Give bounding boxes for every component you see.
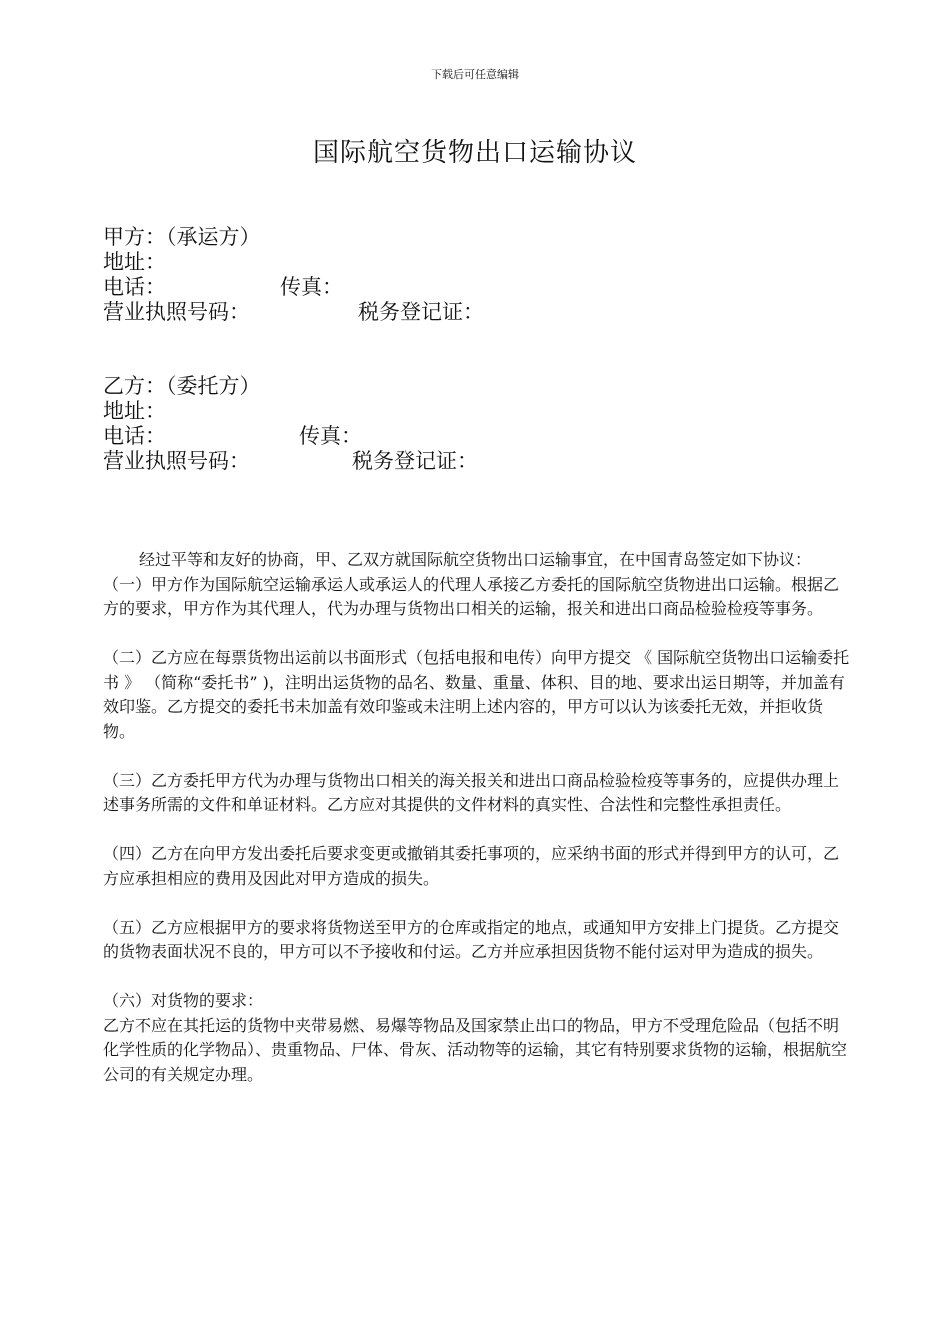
clause-5: （五）乙方应根据甲方的要求将货物送至甲方的仓库或指定的地点，或通知甲方安排上门提货。乙方提交的货物表面状况不良的，甲方可以不予接收和付运。乙方并应承担因货物不能付运对甲为造成的损失。 [103, 917, 840, 961]
agreement-body [103, 548, 851, 1087]
clause-6-text: 乙方不应在其托运的货物中夹带易燃、易爆等物品及国家禁止出口的物品，甲方不受理危险品（包括不明化学性质的化学物品）、贵重物品、尸体、骨灰、活动物等的运输，其它有特别要求货物的运输，根据航空公司的有关规定办理。 [103, 1015, 848, 1084]
party-b-license-line [103, 449, 478, 474]
party-b-heading: 乙方：（委托方） [103, 374, 261, 398]
party-a-license: 营业执照号码： [103, 300, 250, 324]
party-b-address: 地址： [103, 399, 166, 423]
header-note: 下载后可任意编辑 [431, 68, 519, 81]
clause-2: （二）乙方应在每票货物出运前以书面形式（包括电报和电传）向甲方提交 《 国际航空货物出口运输委托书 》 （简称“委托书” )，注明出运货物的品名、数量、重量、体积、目的地、要求出运日期等，并加盖有效印鉴。乙方提交的委托书未加盖有效印鉴或未注明上述内容的，甲方可以认为该委托无效，并拒收货物。 [103, 648, 850, 741]
party-a-phone-line [103, 275, 343, 300]
party-b-phone: 电话： [103, 424, 166, 448]
party-a-license-line [103, 300, 484, 325]
clause-4: （四）乙方在向甲方发出委托后要求变更或撤销其委托事项的，应采纳书面的形式并得到甲方的认可，乙方应承担相应的费用及因此对甲方造成的损失。 [103, 844, 840, 888]
party-a-phone: 电话： [103, 275, 166, 299]
party-b-fax: 传真： [299, 424, 362, 448]
party-a-address: 地址： [103, 250, 166, 274]
party-b-license: 营业执照号码： [103, 449, 250, 473]
clause-1: （一）甲方作为国际航空运输承运人或承运人的代理人承接乙方委托的国际航空货物进出口运输。根据乙方的要求，甲方作为其代理人，代为办理与货物出口相关的运输，报关和进出口商品检验检疫等事务。 [103, 574, 840, 618]
party-b-tax: 税务登记证： [352, 449, 478, 473]
clause-3: （三）乙方委托甲方代为办理与货物出口相关的海关报关和进出口商品检验检疫等事务的，应提供办理上述事务所需的文件和单证材料。乙方应对其提供的文件材料的真实性、合法性和完整性承担责任。 [103, 770, 840, 814]
party-b-block [103, 374, 478, 474]
document-title: 国际航空货物出口运输协议 [312, 138, 637, 168]
party-b-phone-line [103, 424, 362, 449]
clause-6-heading: （六）对货物的要求： [103, 991, 264, 1010]
party-a-heading: 甲方：（承运方） [103, 225, 261, 249]
party-a-fax: 传真： [280, 275, 343, 299]
party-a-tax: 税务登记证： [358, 300, 484, 324]
party-a-block [103, 225, 484, 325]
intro-paragraph: 经过平等和友好的协商，甲、乙双方就国际航空货物出口运输事宜，在中国青岛签定如下协议： [139, 550, 812, 569]
